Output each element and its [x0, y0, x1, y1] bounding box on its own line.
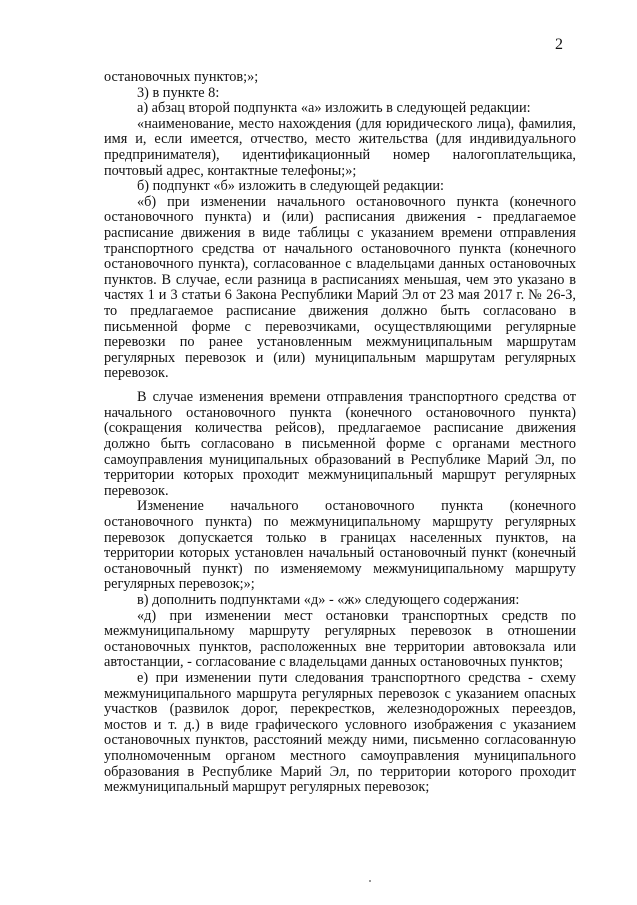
paragraph: остановочных пунктов;»;	[104, 69, 259, 85]
paragraph: «наименование, место нахождения (для юридического лица), фамилия, имя и, если имеется, отчество, место жительства (для индивидуального предпринимателя), идентификационный номер налогоплательщика, почтовый адрес, контактные телефоны;»;	[104, 115, 576, 179]
scan-speck	[369, 880, 371, 882]
paragraph: 3) в пункте 8:	[137, 84, 220, 101]
paragraph: «б) при изменении начального остановочного пункта (конечного остановочного пункта) и (или) расписания движения - предлагаемое расписание движения в виде таблицы с указанием времени отправления транспортного средства от начального остановочного пункта (конечного остановочного пункта), согласованное с владельцами данных остановочных пунктов. В случае, если разница в расписаниях меньшая, чем это указано в частях 1 и 3 статьи 6 Закона Республики Марий Эл от 23 мая 2017 г. № 26-З, то предлагаемое расписание движения должно быть согласовано в письменной форме с перевозчиками, осуществляющими регулярные перевозки по ранее установленным межмуниципальным маршрутам регулярных перевозок и (или) муниципальным маршрутам регулярных перевозок.	[104, 193, 576, 382]
page-number: 2	[555, 36, 563, 53]
paragraph: е) при изменении пути следования транспортного средства - схему межмуниципального маршрута регулярных перевозок с указанием опасных участков (развилок дорог, перекрестков, железнодорожных переездов, мостов и т. д.) в виде графического условного изображения с указанием остановочных пунктов, расстояний между ними, письменно согласованную уполномоченным органом местного самоуправления муниципального образования в Республике Марий Эл, по территории которого проходит межмуниципальный маршрут регулярных перевозок;	[104, 669, 576, 796]
paragraph: Изменение начального остановочного пункта (конечного остановочного пункта) по межмуниципальному маршруту регулярных перевозок допускается только в границах населенных пунктов, на территории которых установлен начальный остановочный пункт (конечный остановочный пункт) по изменяемому межмуниципальному маршруту регулярных перевозок;»;	[104, 498, 576, 593]
paragraph: В случае изменения времени отправления транспортного средства от начального остановочного пункта (конечного остановочного пункта) (сокращения количества рейсов), предлагаемое расписание движения должно быть согласовано в письменной форме с органами местного самоуправления муниципальных образований в Республике Марий Эл, по территории которых проходит межмуниципальный маршрут регулярных перевозок.	[104, 389, 576, 499]
paragraph: б) подпункт «б» изложить в следующей редакции:	[137, 178, 444, 195]
paragraph: в) дополнить подпунктами «д» - «ж» следующего содержания:	[137, 591, 520, 608]
paragraph: «д) при изменении мест остановки транспортных средств по межмуниципальному маршруту регулярных перевозок в отношении остановочных пунктов, расположенных вне территории автовокзала или автостанции, - согласование с владельцами данных остановочных пунктов;	[104, 607, 576, 671]
paragraph: а) абзац второй подпункта «а» изложить в следующей редакции:	[137, 100, 531, 117]
document-body	[104, 70, 576, 796]
